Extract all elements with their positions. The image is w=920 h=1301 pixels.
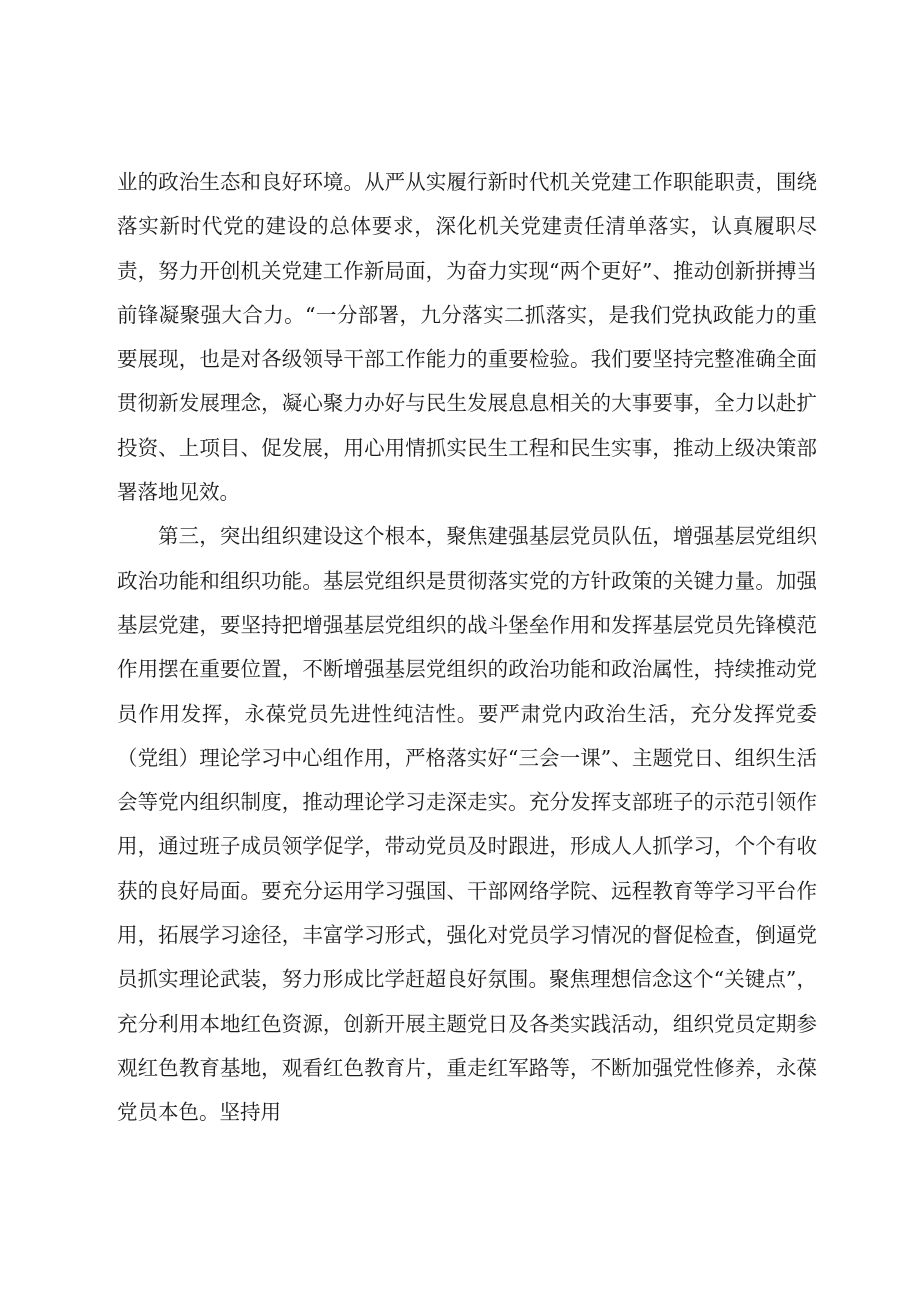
paragraph-organization-building: 第三，突出组织建设这个根本，聚焦建强基层党员队伍，增强基层党组织政治功能和组织功能。基层党组织是贯彻落实党的方针政策的关键力量。加强基层党建，要坚持把增强基层党组织的战斗堡垒作用和发挥基层党员先锋模范作用摆在重要位置，不断增强基层党组织的政治功能和政治属性，持续推动党员作用发挥，永葆党员先进性纯洁性。要严肃党内政治生活，充分发挥党委（党组）理论学习中心组作用，严格落实好“三会一课”、主题党日、组织生活会等党内组织制度，推动理论学习走深走实。充分发挥支部班子的示范引领作用，通过班子成员领学促学，带动党员及时跟进，形成人人抓学习，个个有收获的良好局面。要充分运用学习强国、干部网络学院、远程教育等学习平台作用，拓展学习途径，丰富学习形式，强化对党员学习情况的督促检查，倒逼党员抓实理论武装，努力形成比学赶超良好氛围。聚焦理想信念这个“关键点”，充分利用本地红色资源，创新开展主题党日及各类实践活动，组织党员定期参观红色教育基地，观看红色教育片，重走红军路等，不断加强党性修养，永葆党员本色。坚持用 <box>117 524 817 1125</box>
document-body <box>117 160 817 1135</box>
paragraph-continuation: 业的政治生态和良好环境。从严从实履行新时代机关党建工作职能职责，围绕落实新时代党的建设的总体要求，深化机关党建责任清单落实，认真履职尽责，努力开创机关党建工作新局面，为奋力实现“两个更好”、推动创新拼搏当前锋凝聚强大合力。“一分部署，九分落实二抓落实，是我们党执政能力的重要展现，也是对各级领导干部工作能力的重要检验。我们要坚持完整准确全面贯彻新发展理念，凝心聚力办好与民生发展息息相关的大事要事，全力以赴扩投资、上项目、促发展，用心用情抓实民生工程和民生实事，推动上级决策部署落地见效。 <box>117 170 817 505</box>
